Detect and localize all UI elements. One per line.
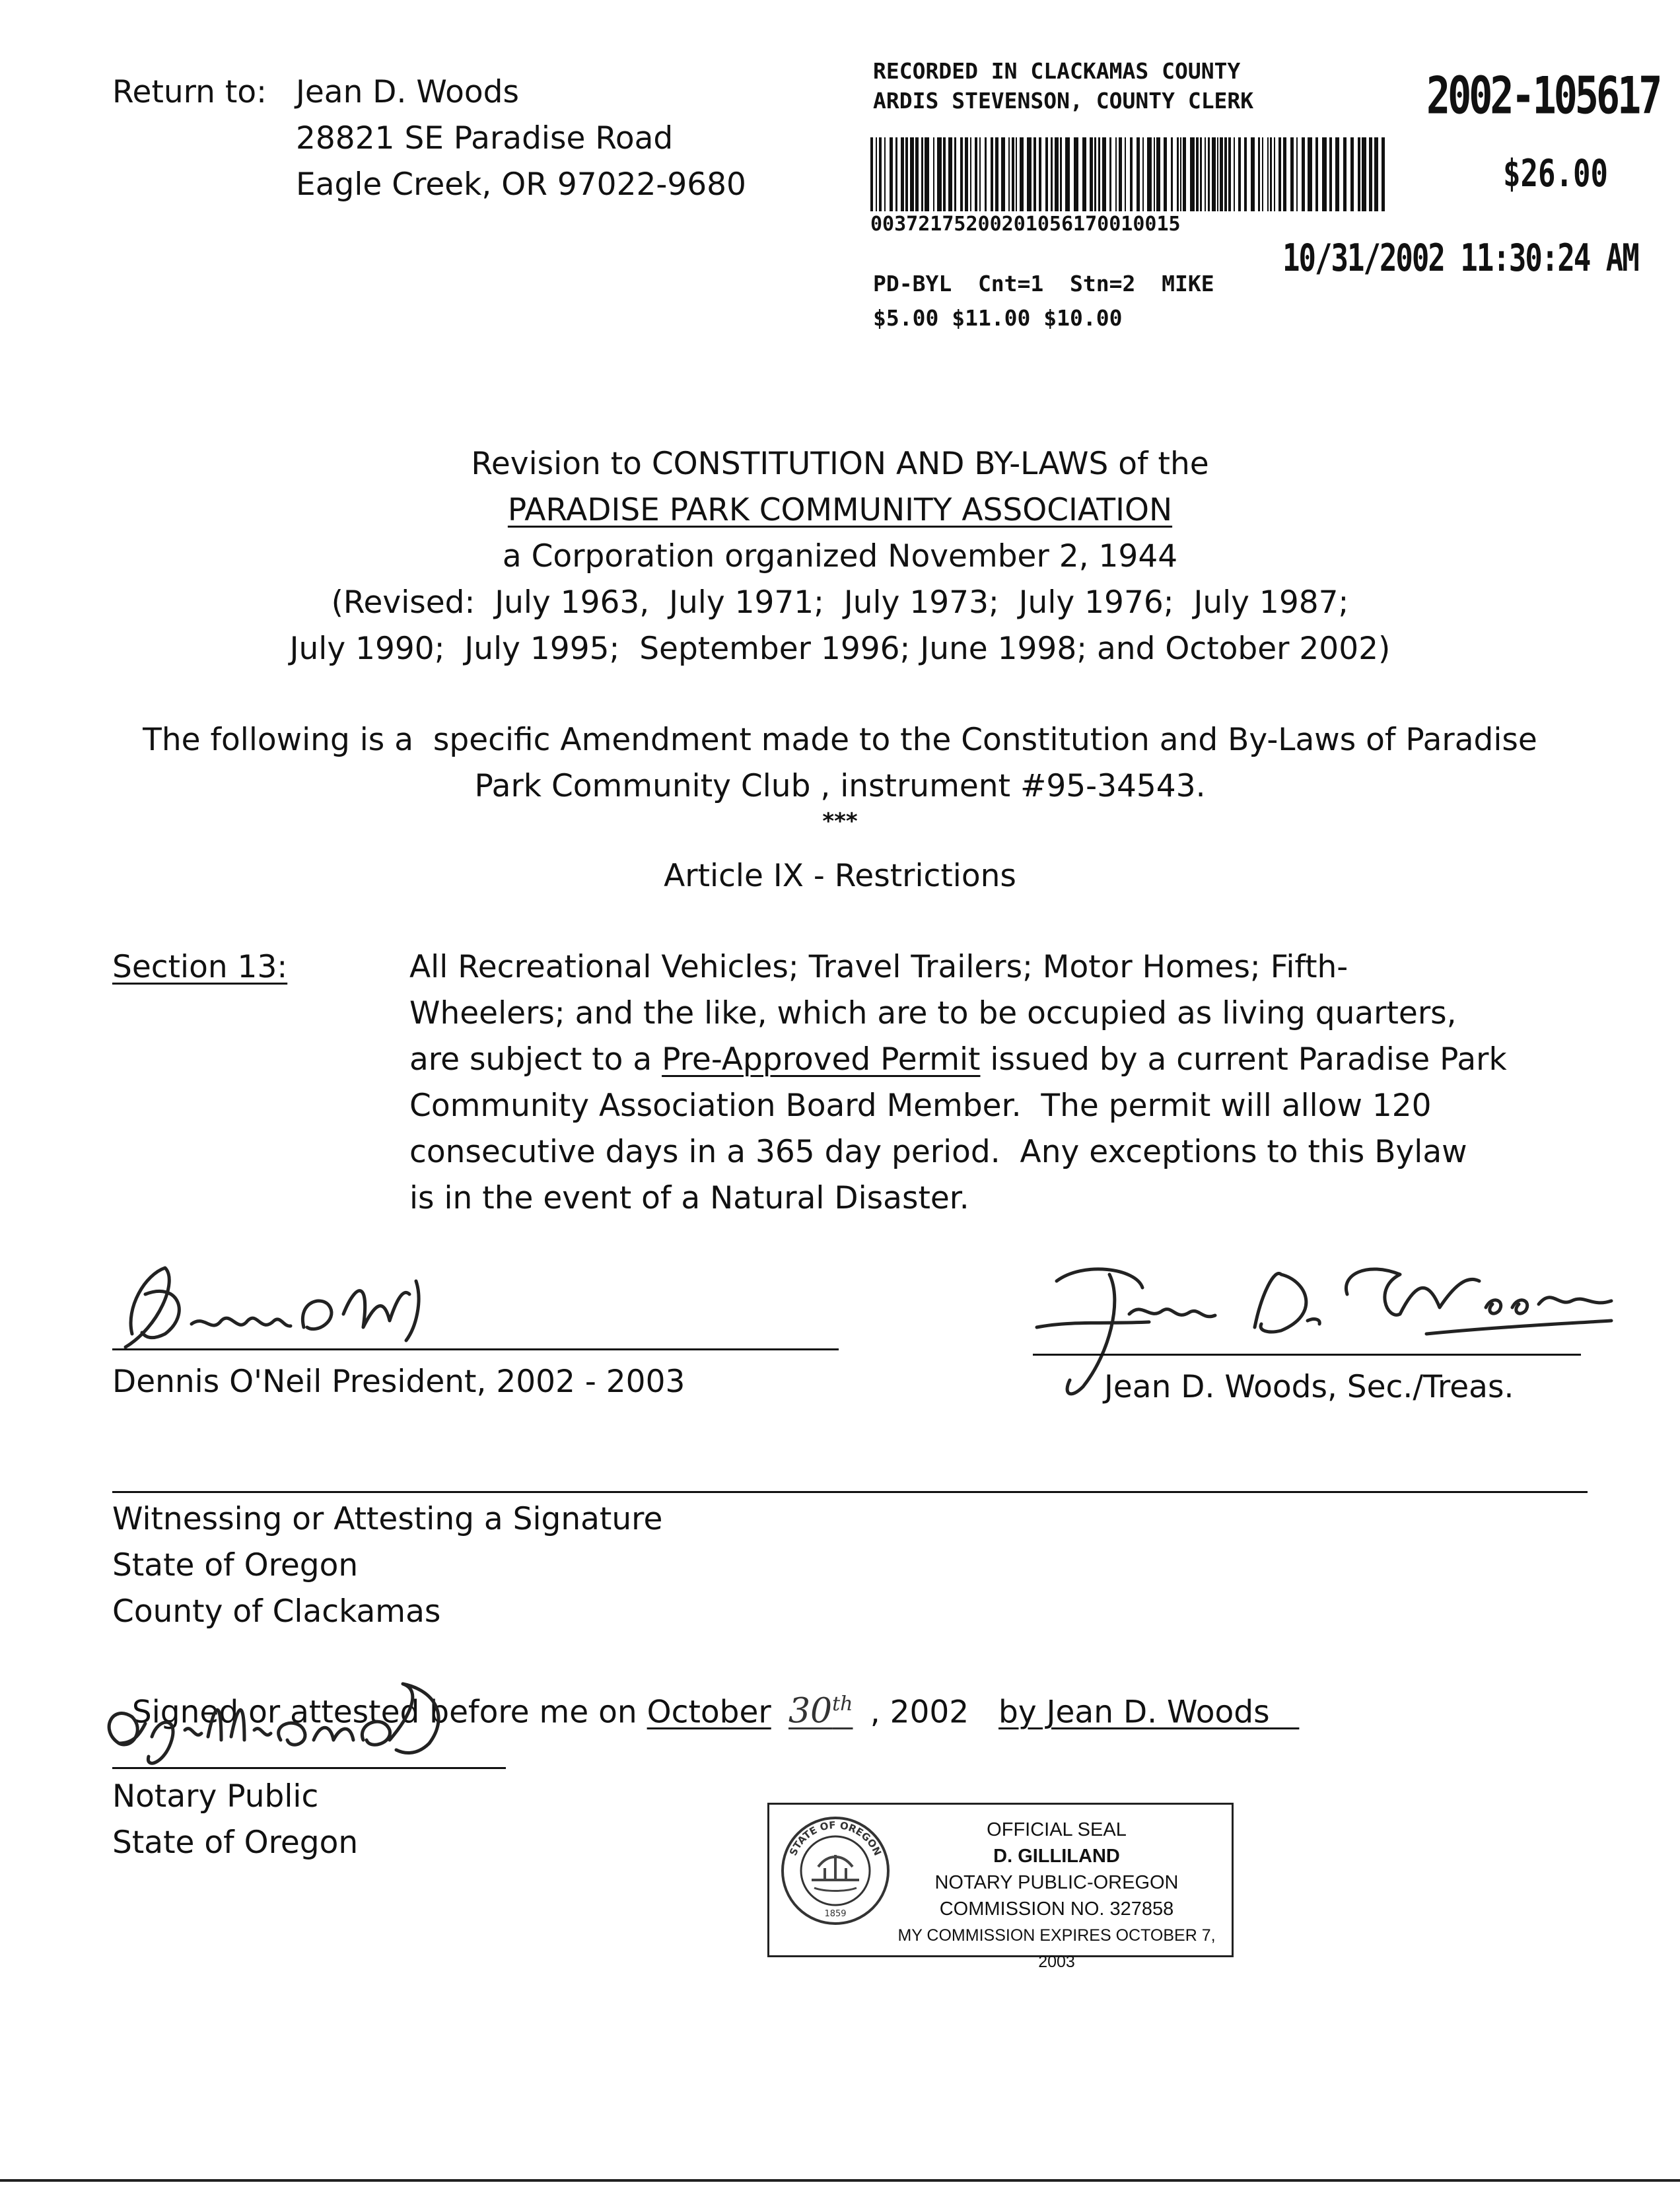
barcode-bar — [1090, 137, 1093, 211]
recorded-line2: ARDIS STEVENSON, COUNTY CLERK — [873, 88, 1254, 114]
barcode-bar — [921, 137, 923, 211]
barcode-bar — [965, 137, 968, 211]
pre-approved-permit: Pre-Approved Permit — [662, 1041, 981, 1078]
barcode-bar — [1358, 137, 1360, 211]
barcode-bar — [1220, 137, 1223, 211]
barcode-bar — [1115, 137, 1117, 211]
heading-line5: July 1990; July 1995; September 1996; June 1998; and October 2002) — [289, 631, 1391, 667]
barcode-bar — [1196, 137, 1199, 211]
recording-code-line: PD-BYL Cnt=1 Stn=2 MIKE — [873, 271, 1214, 296]
notary-day: 30 — [788, 1691, 833, 1731]
seal-ring-year: 1859 — [824, 1909, 847, 1919]
barcode-bar — [1098, 137, 1100, 211]
barcode-bar — [1350, 137, 1354, 211]
notary-month: October — [647, 1694, 771, 1731]
barcode-bar — [1362, 137, 1366, 211]
amendment-line1: The following is a specific Amendment made to the Constitution and By-Laws of Paradise — [143, 722, 1537, 758]
barcode-bar — [1183, 137, 1186, 211]
page-bottom-edge — [0, 2179, 1680, 2182]
barcode-bar — [1045, 137, 1048, 211]
notary-line1: Witnessing or Attesting a Signature — [112, 1501, 663, 1537]
organization-name: PARADISE PARK COMMUNITY ASSOCIATION — [507, 492, 1173, 528]
barcode-bar — [1258, 137, 1260, 211]
barcode-bar — [1238, 137, 1241, 211]
notary-state: State of Oregon — [112, 1825, 359, 1861]
barcode-bar — [1125, 137, 1126, 211]
barcode-bar — [1177, 137, 1179, 211]
barcode-bar — [970, 137, 971, 211]
barcode-bar — [870, 137, 873, 211]
barcode-bar — [1012, 137, 1014, 211]
barcode-bar — [1137, 137, 1140, 211]
barcode-bar — [895, 137, 897, 211]
barcode-bar — [1267, 137, 1269, 211]
section-line3-post: issued by a current Paradise Park — [980, 1041, 1507, 1078]
barcode-bar — [1033, 137, 1036, 211]
return-to-label: Return to: — [112, 74, 267, 110]
barcode-bar — [1001, 137, 1005, 211]
barcode-bar — [1296, 137, 1298, 211]
seal-expiration: MY COMMISSION EXPIRES OCTOBER 7, 2003 — [897, 1926, 1216, 1971]
barcode-bar — [1302, 137, 1305, 211]
recorded-line1: RECORDED IN CLACKAMAS COUNTY — [873, 58, 1241, 84]
signature-line-right — [1033, 1354, 1581, 1356]
section-label: Section 13: — [112, 949, 288, 985]
barcode-bar — [1180, 137, 1181, 211]
signature-line-left — [112, 1348, 839, 1350]
barcode-bar — [1322, 137, 1327, 211]
notary-title: Notary Public — [112, 1778, 319, 1815]
barcode-bar — [1171, 137, 1173, 211]
section-line5: consecutive days in a 365 day period. Any exceptions to this Bylaw — [409, 1134, 1467, 1170]
return-name: Jean D. Woods — [296, 74, 519, 110]
barcode-bar — [1335, 137, 1339, 211]
barcode-bar — [1234, 137, 1235, 211]
section-separator: *** — [822, 808, 858, 835]
seal-ring-text: STATE OF OREGON — [787, 1819, 884, 1858]
barcode-bar — [1074, 137, 1078, 211]
barcode-bar — [901, 137, 904, 211]
signature-dennis-oneil — [106, 1255, 449, 1354]
barcode-bar — [1109, 137, 1111, 211]
recording-datetime: 10/31/2002 11:30:24 AM — [1282, 236, 1638, 281]
barcode-number: 00372175200201056170010015 — [870, 213, 1181, 236]
barcode-bar — [890, 137, 893, 211]
barcode-bar — [1060, 137, 1062, 211]
barcode-bar — [979, 137, 981, 211]
barcode-bar — [1262, 137, 1263, 211]
barcode-bar — [1315, 137, 1318, 211]
heading-line4: (Revised: July 1963, July 1971; July 1973; July 1976; July 1987; — [331, 584, 1349, 621]
notary-divider — [112, 1491, 1588, 1493]
recording-fee: $26.00 — [1503, 152, 1608, 196]
barcode-bar — [1244, 137, 1247, 211]
section-line1: All Recreational Vehicles; Travel Trailers; Motor Homes; Fifth- — [409, 949, 1348, 985]
barcode-bar — [991, 137, 993, 211]
signature-notary-gilliland — [92, 1677, 462, 1776]
amendment-line2: Park Community Club , instrument #95-34543. — [474, 768, 1206, 804]
signature-caption-right: Jean D. Woods, Sec./Treas. — [1104, 1369, 1514, 1405]
barcode-bar — [1055, 137, 1059, 211]
notary-signer: by Jean D. Woods — [998, 1694, 1270, 1731]
svg-text:STATE OF OREGON — [787, 1819, 884, 1858]
document-number: 2002-105617 — [1426, 66, 1660, 126]
barcode-bar — [1147, 137, 1152, 211]
barcode-bar — [905, 137, 908, 211]
barcode-bar — [1290, 137, 1294, 211]
notary-line3: County of Clackamas — [112, 1593, 441, 1630]
barcode-bar — [1270, 137, 1272, 211]
barcode-bar — [1156, 137, 1160, 211]
barcode-bar — [1102, 137, 1106, 211]
barcode-bar — [1190, 137, 1195, 211]
seal-line3: NOTARY PUBLIC-OREGON — [934, 1872, 1179, 1893]
barcode-bar — [1142, 137, 1144, 211]
barcode-bar — [954, 137, 956, 211]
barcode-bar — [1343, 137, 1347, 211]
return-city: Eagle Creek, OR 97022-9680 — [296, 166, 746, 203]
signature-caption-left: Dennis O'Neil President, 2002 - 2003 — [112, 1364, 685, 1400]
barcode-bar — [1205, 137, 1206, 211]
barcode-bar — [1217, 137, 1218, 211]
barcode-bar — [995, 137, 998, 211]
barcode-bar — [1051, 137, 1053, 211]
barcode-bar — [1094, 137, 1096, 211]
barcode-bar — [1119, 137, 1122, 211]
barcode-bar — [1283, 137, 1286, 211]
recording-fees-line: $5.00 $11.00 $10.00 — [873, 305, 1123, 331]
notary-line2: State of Oregon — [112, 1547, 359, 1583]
barcode — [870, 137, 1392, 211]
barcode-bar — [1369, 137, 1372, 211]
barcode-bar — [1008, 137, 1010, 211]
section-line3-pre: are subject to a — [409, 1041, 662, 1078]
notary-line4-pre: Signed or attested before me on — [131, 1694, 647, 1731]
barcode-bar — [1224, 137, 1227, 211]
heading-line3: a Corporation organized November 2, 1944 — [502, 538, 1178, 574]
barcode-bar — [1251, 137, 1255, 211]
barcode-bar — [1200, 137, 1202, 211]
barcode-bar — [1212, 137, 1216, 211]
official-seal — [767, 1803, 1234, 1971]
barcode-bar — [1228, 137, 1231, 211]
barcode-bar — [1382, 137, 1385, 211]
notary-signature-line — [112, 1767, 506, 1769]
barcode-bar — [925, 137, 929, 211]
section-line4: Community Association Board Member. The permit will allow 120 — [409, 1088, 1432, 1124]
seal-notary-name: D. GILLILAND — [993, 1846, 1120, 1867]
barcode-bar — [1039, 137, 1041, 211]
barcode-bar — [1020, 137, 1024, 211]
article-heading: Article IX - Restrictions — [664, 858, 1016, 894]
barcode-bar — [948, 137, 952, 211]
barcode-bar — [1016, 137, 1017, 211]
section-line2: Wheelers; and the like, which are to be occupied as living quarters, — [409, 995, 1457, 1031]
barcode-bar — [915, 137, 919, 211]
barcode-bar — [910, 137, 914, 211]
barcode-bar — [933, 137, 934, 211]
barcode-bar — [1065, 137, 1070, 211]
section-line3 — [409, 1037, 1507, 1083]
return-street: 28821 SE Paradise Road — [296, 120, 674, 156]
barcode-bar — [1274, 137, 1275, 211]
heading-line1: Revision to CONSTITUTION AND BY-LAWS of the — [471, 446, 1209, 482]
barcode-bar — [937, 137, 942, 211]
notary-day-suffix: th — [832, 1692, 853, 1716]
barcode-bar — [876, 137, 877, 211]
barcode-bar — [1082, 137, 1086, 211]
barcode-bar — [943, 137, 946, 211]
barcode-bar — [1027, 137, 1032, 211]
barcode-bar — [960, 137, 963, 211]
barcode-bar — [1374, 137, 1378, 211]
barcode-bar — [1308, 137, 1312, 211]
seal-line1: OFFICIAL SEAL — [987, 1819, 1127, 1840]
barcode-bar — [1329, 137, 1332, 211]
barcode-bar — [879, 137, 882, 211]
barcode-bar — [884, 137, 886, 211]
seal-commission-number: COMMISSION NO. 327858 — [939, 1898, 1174, 1920]
section-line6: is in the event of a Natural Disaster. — [409, 1180, 969, 1216]
oregon-state-seal-icon — [779, 1814, 892, 1928]
barcode-bar — [985, 137, 987, 211]
barcode-bar — [1130, 137, 1133, 211]
barcode-bar — [1208, 137, 1210, 211]
notary-year: , 2002 — [870, 1694, 969, 1731]
barcode-bar — [1154, 137, 1155, 211]
barcode-bar — [1164, 137, 1167, 211]
barcode-bar — [975, 137, 977, 211]
barcode-bar — [1278, 137, 1281, 211]
